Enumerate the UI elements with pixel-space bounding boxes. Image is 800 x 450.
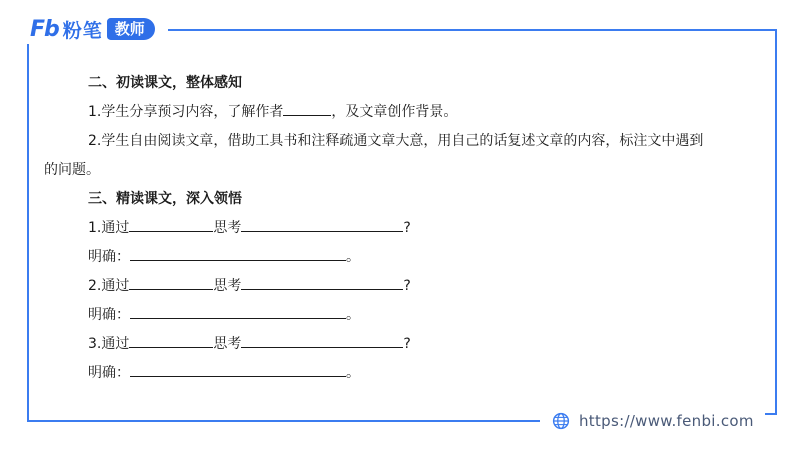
section2-item2-line2: 的问题。	[44, 162, 100, 178]
via-label: 3.通过	[88, 336, 130, 352]
via-blank	[129, 276, 213, 290]
think-blank	[241, 218, 403, 232]
item1-text-a: 1.学生分享预习内容，了解作者	[88, 104, 284, 120]
section3-heading: 三、精读课文，深入领悟	[88, 191, 242, 207]
author-blank	[283, 102, 331, 116]
answer-label: 明确：	[88, 365, 130, 381]
logo-tag: 教师	[107, 18, 155, 40]
section2-heading: 二、初读课文，整体感知	[88, 75, 242, 91]
answer-blank	[130, 363, 346, 377]
question-mark: ?	[403, 336, 411, 352]
section2-item1	[88, 102, 457, 122]
section2-item2-line1: 2.学生自由阅读文章，借助工具书和注释疏通文章大意，用自己的话复述文章的内容，标注文中遇到	[88, 133, 704, 149]
globe-icon	[552, 412, 570, 430]
website-url[interactable]: https://www.fenbi.com	[579, 412, 754, 430]
answer-blank	[130, 247, 346, 261]
answer-end: 。	[346, 307, 360, 323]
section3-item-3	[88, 334, 411, 354]
logo-mark: Fb	[30, 16, 59, 42]
answer-end: 。	[346, 365, 360, 381]
answer-label: 明确：	[88, 307, 130, 323]
think-blank	[241, 276, 403, 290]
item1-text-b: ，及文章创作背景。	[331, 104, 458, 120]
question-mark: ?	[403, 220, 411, 236]
think-label: 思考	[213, 336, 242, 352]
think-blank	[241, 334, 403, 348]
think-label: 思考	[213, 220, 242, 236]
question-mark: ?	[403, 278, 411, 294]
section3-answer-3	[88, 363, 360, 383]
answer-blank	[130, 305, 346, 319]
via-blank	[129, 334, 213, 348]
section3-answer-2	[88, 305, 360, 325]
logo-name: 粉笔	[62, 19, 103, 42]
via-blank	[129, 218, 213, 232]
answer-label: 明确：	[88, 249, 130, 265]
via-label: 2.通过	[88, 278, 130, 294]
via-label: 1.通过	[88, 220, 130, 236]
section3-item-1	[88, 218, 411, 238]
section3-answer-1	[88, 247, 360, 267]
footer-link[interactable]	[552, 410, 754, 432]
think-label: 思考	[213, 278, 242, 294]
section3-item-2	[88, 276, 411, 296]
answer-end: 。	[346, 249, 360, 265]
